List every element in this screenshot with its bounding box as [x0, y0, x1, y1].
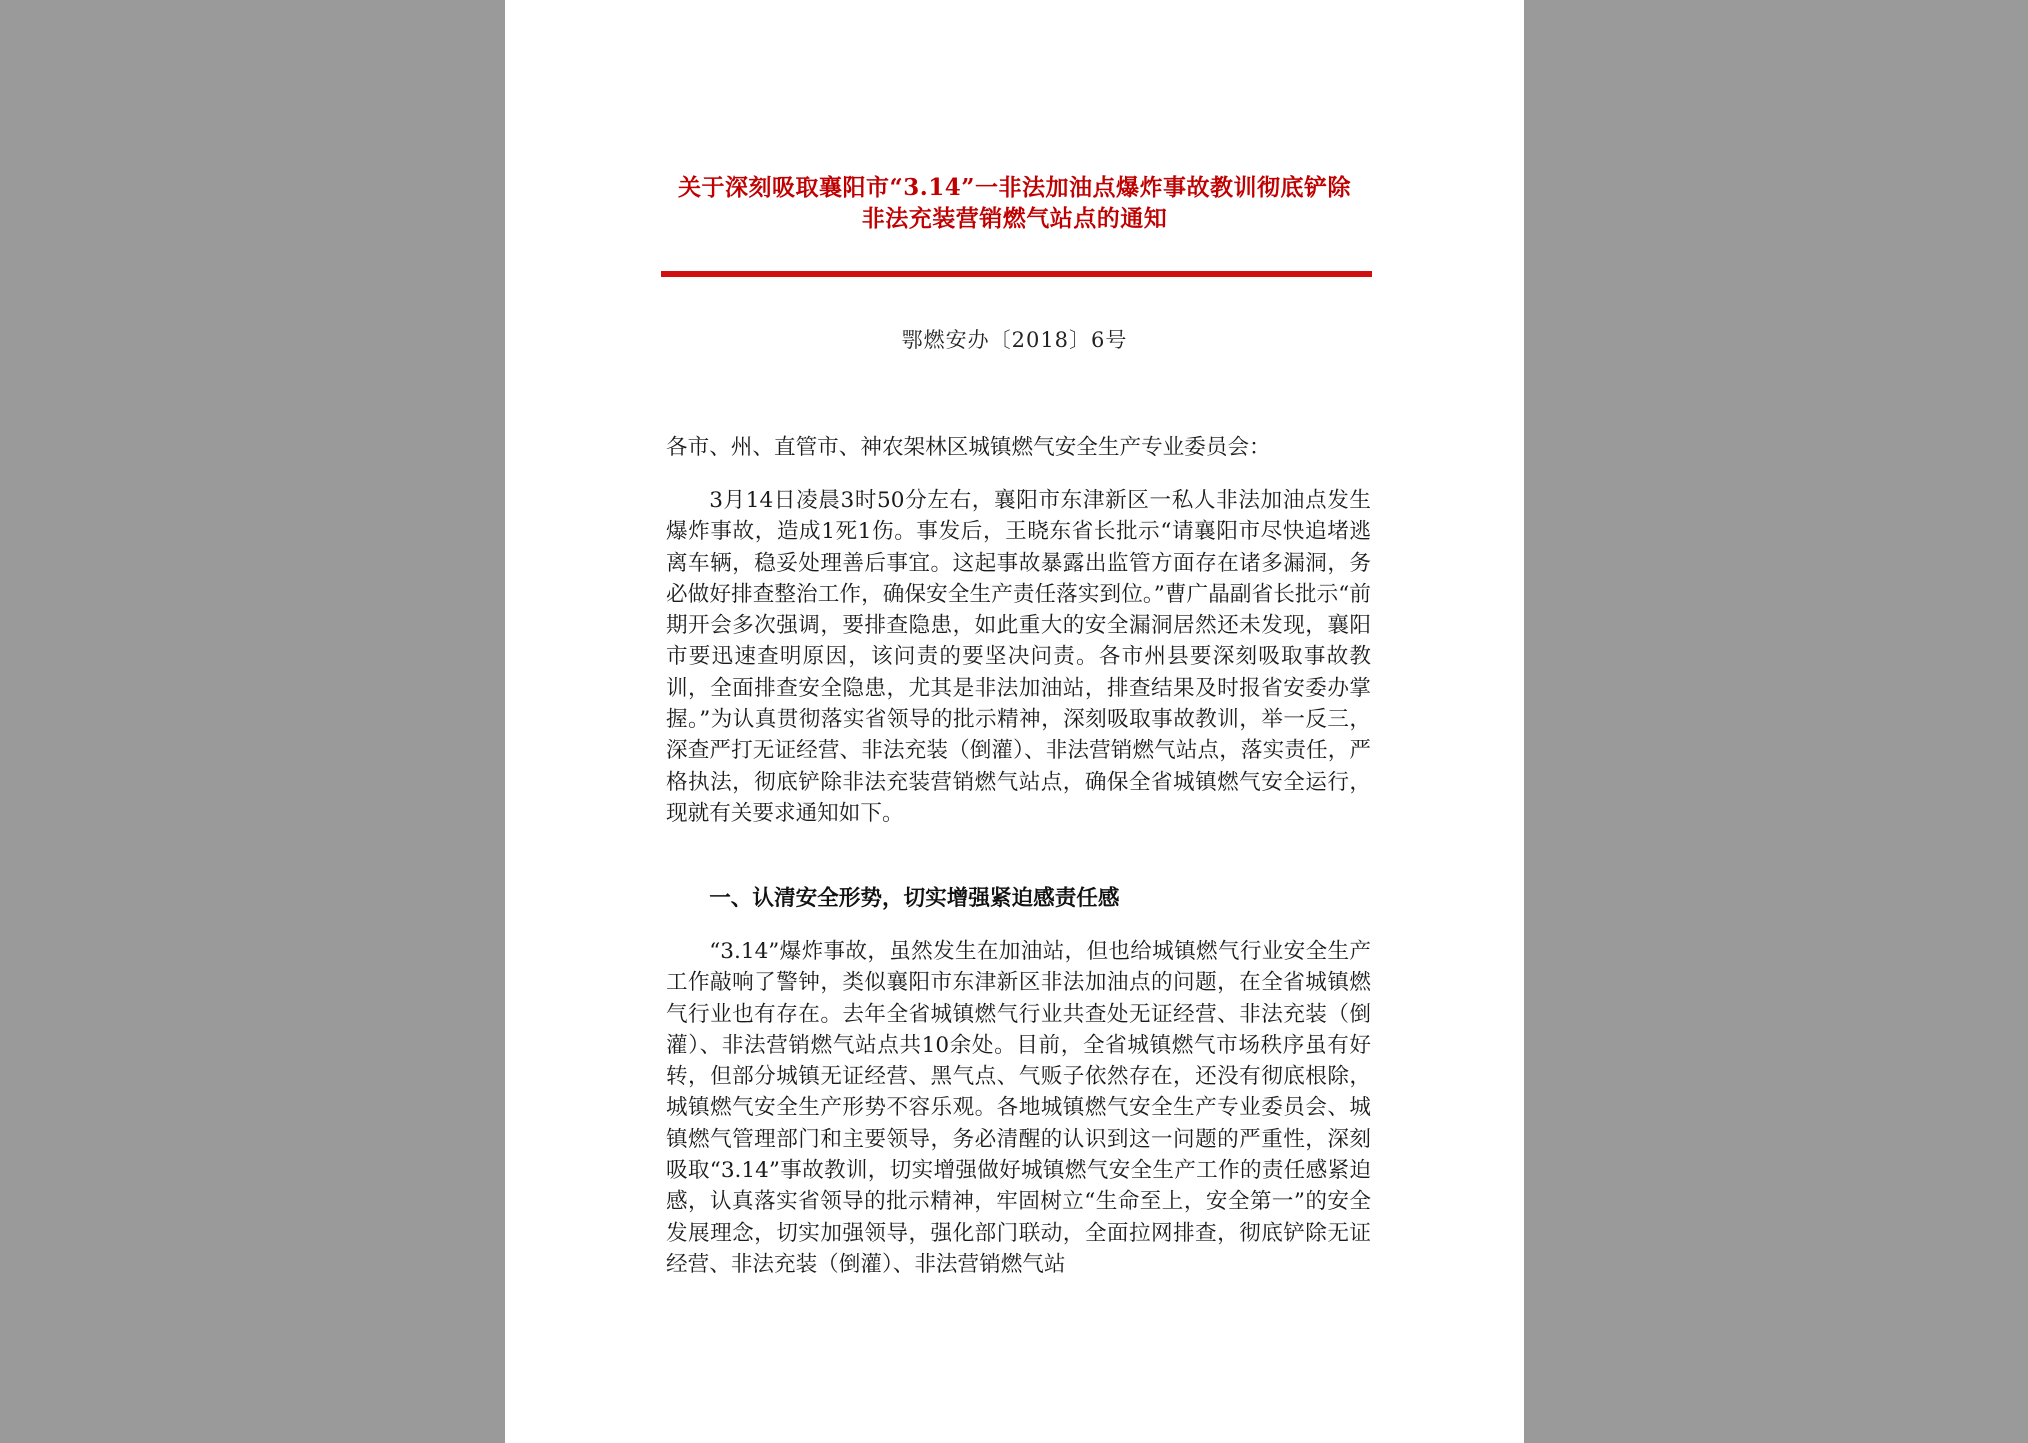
body-paragraph-1: 3月14日凌晨3时50分左右，襄阳市东津新区一私人非法加油点发生爆炸事故，造成1死1伤。事发后，王晓东省长批示“请襄阳市尽快追堵逃离车辆，稳妥处理善后事宜。这起事故暴露出监管方面存在诸多漏洞，务必做好排查整治工作，确保安全生产责任落实到位。”曹广晶副省长批示“前期开会多次强调，要排查隐患，如此重大的安全漏洞居然还未发现，襄阳市要迅速查明原因，该问责的要坚决问责。各市州县要深刻吸取事故教训，全面排查安全隐患，尤其是非法加油站，排查结果及时报省安委办掌握。”为认真贯彻落实省领导的批示精神，深刻吸取事故教训，举一反三，深查严打无证经营、非法充装（倒灌）、非法营销燃气站点，落实责任，严格执法，彻底铲除非法充装营销燃气站点，确保全省城镇燃气安全运行，现就有关要求通知如下。 — [666, 488, 1371, 826]
red-header-rule — [661, 271, 1372, 277]
document-number: 鄂燃安办〔2018〕6号 — [901, 328, 1128, 352]
section-heading-1: 一、认清安全形势，切实增强紧迫感责任感 — [709, 886, 1120, 911]
document-title — [505, 172, 1524, 234]
title-line-1: 关于深刻吸取襄阳市“3.14”一非法加油点爆炸事故教训彻底铲除 — [678, 174, 1351, 201]
body-paragraph-2: “3.14”爆炸事故，虽然发生在加油站，但也给城镇燃气行业安全生产工作敲响了警钟，类似襄阳市东津新区非法加油点的问题，在全省城镇燃气行业也有存在。去年全省城镇燃气行业共查处无证经营、非法充装（倒灌）、非法营销燃气站点共10余处。目前，全省城镇燃气市场秩序虽有好转，但部分城镇无证经营、黑气点、气贩子依然存在，还没有彻底根除，城镇燃气安全生产形势不容乐观。各地城镇燃气安全生产专业委员会、城镇燃气管理部门和主要领导，务必清醒的认识到这一问题的严重性，深刻吸取“3.14”事故教训，切实增强做好城镇燃气安全生产工作的责任感紧迫感，认真落实省领导的批示精神，牢固树立“生命至上，安全第一”的安全发展理念，切实加强领导，强化部门联动，全面拉网排查，彻底铲除无证经营、非法充装（倒灌）、非法营销燃气站 — [666, 939, 1371, 1277]
salutation: 各市、州、直管市、神农架林区城镇燃气安全生产专业委员会： — [666, 435, 1271, 460]
document-page — [505, 0, 1524, 1443]
title-line-2: 非法充装营销燃气站点的通知 — [861, 205, 1168, 232]
